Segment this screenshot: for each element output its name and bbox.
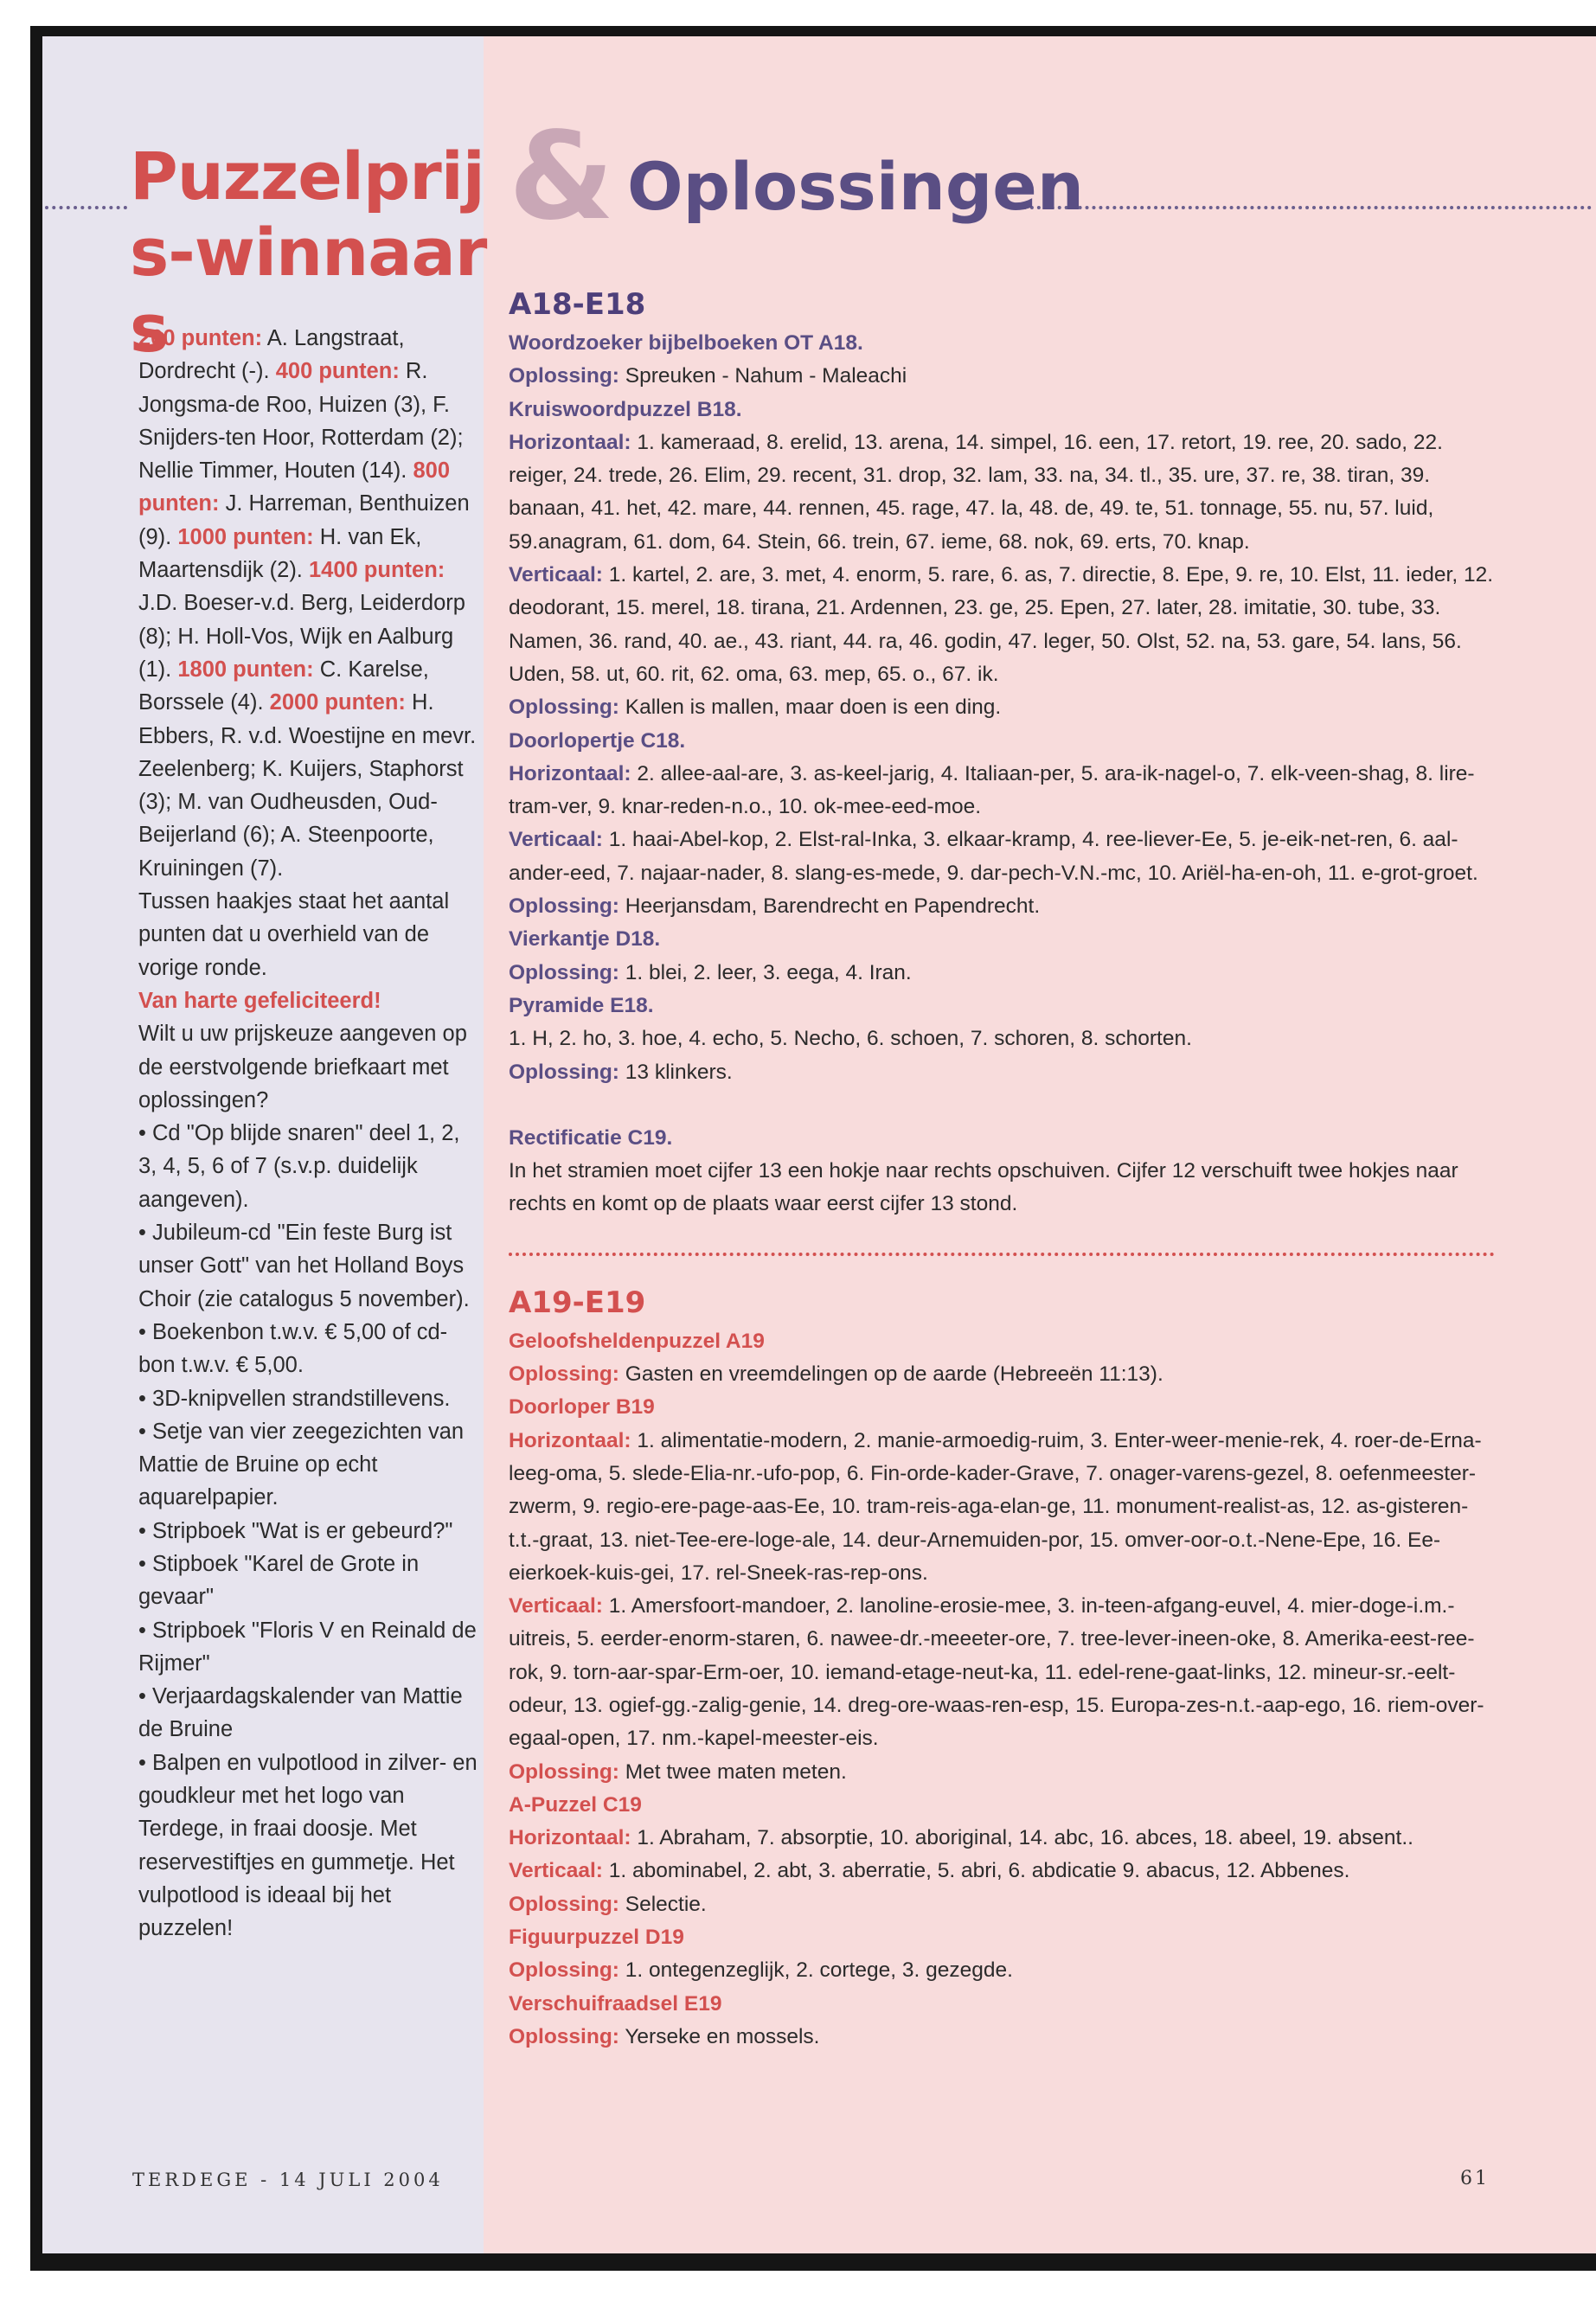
solution-label: Oplossing:: [509, 364, 619, 388]
doorlopertje-title: Doorlopertje C18.: [509, 728, 686, 753]
kruiswoord-vertical: [509, 559, 1495, 691]
spacer: [509, 1089, 1495, 1122]
solution-label: Oplossing:: [509, 1759, 619, 1784]
points-400-label: 400 punten:: [275, 359, 400, 384]
prize-choice-request: Wilt u uw prijskeuze aangeven op de eerstvolgende briefkaart met oplossingen?: [138, 1022, 467, 1112]
prize-item: • Boekenbon t.w.v. € 5,00 of cd-bon t.w.v. € 5,00.: [138, 1319, 448, 1378]
congratulations: Van harte gefeliciteerd!: [138, 988, 381, 1013]
points-1800-text: C. Karelse, Borssele (4).: [138, 657, 429, 715]
vertical-text: 1. haai-Abel-kop, 2. Elst-ral-Inka, 3. elkaar-kramp, 4. ree-liever-Ee, 5. je-eik-net-ren, 6. aal-ander-eed, 7. najaar-nader, 8. slang-es-mede, 9. dar-pech-V.N.-mc, 10. Ariël-ha-en-oh, 11. e-grot-groet.: [509, 828, 1478, 885]
points-200-label: 200 punten:: [138, 326, 263, 350]
points-2000-label: 2000 punten:: [269, 690, 406, 715]
solution-label: Oplossing:: [509, 1060, 619, 1084]
doorloper-horizontal: [509, 1425, 1495, 1590]
solution-text: Spreuken - Nahum - Maleachi: [625, 364, 907, 388]
vertical-text: 1. kartel, 2. are, 3. met, 4. enorm, 5. rare, 6. as, 7. directie, 8. Epe, 9. re, 10. Elst, 11. ieder, 12. deodorant, 15. merel, 18. tirana, 21. Ardennen, 23. ge, 25. Epen, 27. later, 28. imitatie, 30. tube, 33. Namen, 36. rand, 40. ae., 43. riant, 44. ra, 46. godin, 47. leger, 50. Olst, 52. na, 53. gare, 54. lans, 56. Uden, 58. ut, 60. rit, 62. oma, 63. mep, 65. o., 67. ik.: [509, 563, 1494, 686]
points-1000-text: H. van Ek, Maartensdijk (2).: [138, 524, 422, 583]
doorloper-title: Doorloper B19: [509, 1395, 655, 1420]
points-2000-text: H. Ebbers, R. v.d. Woestijne en mevr. Zeelenberg; K. Kuijers, Staphorst (3); M. van Oudheusden, Oud-Beijerland (6); A. Steenpoorte, Kruiningen (7).: [138, 690, 477, 881]
prize-item: • Cd "Op blijde snaren" deel 1, 2, 3, 4, 5, 6 of 7 (s.v.p. duidelijk aangeven).: [138, 1121, 460, 1212]
figuurpuzzel-title: Figuurpuzzel D19: [509, 1926, 684, 1950]
verschuifraadsel-solution: [509, 2021, 1495, 2054]
points-1400-label: 1400 punten:: [309, 558, 445, 583]
horizontal-text: 2. allee-aal-are, 3. as-keel-jarig, 4. Italiaan-per, 5. ara-ik-nagel-o, 7. elk-veen-shag, 8. lire-tram-ver, 9. knar-reden-n.o., 10. ok-mee-eed-moe.: [509, 761, 1475, 819]
woordzoeker-solution: [509, 360, 1495, 393]
prize-item: • Jubileum-cd "Ein feste Burg ist unser Gott" van het Holland Boys Choir (zie catalogus 5 november).: [138, 1221, 470, 1311]
solution-text: 13 klinkers.: [625, 1060, 733, 1084]
points-1400-text: J.D. Boeser-v.d. Berg, Leiderdorp (8); H. Holl-Vos, Wijk en Aalburg (1).: [138, 591, 465, 682]
winners-list: [138, 322, 478, 885]
horizontal-text: 1. Abraham, 7. absorptie, 10. aboriginal, 14. abc, 16. abces, 18. abeel, 19. absent..: [637, 1826, 1413, 1850]
horizontal-text: 1. kameraad, 8. erelid, 13. arena, 14. simpel, 16. een, 17. retort, 19. ree, 20. sado, 22. reiger, 24. trede, 26. Elim, 29. recent, 31. drop, 32. lam, 33. na, 34. tl., 35. ure, 37. re, 38. tiran, 39. banaan, 41. het, 42. mare, 44. rennen, 45. rage, 47. la, 48. de, 49. te, 51. tonnage, 55. nu, 57. luid, 59.anagram, 61. dom, 64. Stein, 66. trein, 67. ieme, 68. nok, 69. erts, 70. knap.: [509, 430, 1443, 554]
points-1800-label: 1800 punten:: [177, 657, 314, 682]
horizontal-label: Horizontaal:: [509, 1428, 631, 1452]
verschuifraadsel-title: Verschuifraadsel E19: [509, 1991, 722, 2016]
geloofshelden-title: Geloofsheldenpuzzel A19: [509, 1329, 765, 1353]
points-400-text: R. Jongsma-de Roo, Huizen (3), F. Snijders-ten Hoor, Rotterdam (2); Nellie Timmer, Houten (14).: [138, 359, 464, 484]
section-divider: [509, 1253, 1495, 1256]
vertical-text: 1. abominabel, 2. abt, 3. aberratie, 5. abri, 6. abdicatie 9. abacus, 12. Abbenes.: [608, 1859, 1350, 1883]
page-number: 61: [1460, 2168, 1490, 2189]
solution-label: Oplossing:: [509, 1958, 619, 1983]
points-800-label: 800 punten:: [138, 458, 450, 516]
prize-item: • Verjaardagskalender van Mattie de Bruine: [138, 1684, 463, 1742]
solution-label: Oplossing:: [509, 1892, 619, 1916]
horizontal-label: Horizontaal:: [509, 430, 631, 454]
points-800-text: J. Harreman, Benthuizen (9).: [138, 491, 470, 549]
title-dotted-rule-right: [1016, 206, 1592, 209]
frame-left: [30, 26, 42, 2266]
solution-text: Kallen is mallen, maar doen is een ding.: [625, 695, 1002, 720]
prize-item: • Setje van vier zeegezichten van Mattie de Bruine op echt aquarelpapier.: [138, 1419, 465, 1510]
solution-text: Met twee maten meten.: [625, 1759, 847, 1784]
pyramide-solution: [509, 1056, 1495, 1089]
points-note: Tussen haakjes staat het aantal punten dat u overhield van de vorige ronde.: [138, 889, 450, 980]
points-200-text: A. Langstraat, Dordrecht (-).: [138, 326, 405, 384]
solution-label: Oplossing:: [509, 894, 619, 919]
frame-bottom: [30, 2253, 1596, 2271]
pyramide-title: Pyramide E18.: [509, 993, 654, 1017]
woordzoeker-title: Woordzoeker bijbelboeken OT A18.: [509, 331, 863, 355]
title-dotted-rule-left: [45, 206, 127, 209]
prize-item: • Balpen en vulpotlood in zilver- en goudkleur met het logo van Terdege, in fraai doosje. Met reservestiftjes en gummetje. Het vulpotlood is ideaal bij het puzzelen!: [138, 1750, 478, 1941]
doorloper-solution: [509, 1756, 1495, 1789]
doorloper-vertical: [509, 1590, 1495, 1755]
kruiswoord-horizontal: [509, 426, 1495, 559]
rectificatie-text: In het stramien moet cijfer 13 een hokje naar rechts opschuiven. Cijfer 12 verschuift twee hokjes naar rechts en komt op de plaats waar eerst cijfer 13 stond.: [509, 1159, 1458, 1216]
frame-top: [30, 26, 1596, 36]
winners-column: [138, 322, 478, 1945]
apuzzel-clues: [509, 1822, 1495, 1888]
prize-item: • Stripboek "Wat is er gebeurd?": [138, 1518, 453, 1543]
footer-publication-date: TERDEGE - 14 JULI 2004: [132, 2170, 444, 2190]
solution-label: Oplossing:: [509, 1362, 619, 1387]
solution-text: 1. blei, 2. leer, 3. eega, 4. Iran.: [625, 960, 912, 984]
rectificatie-title: Rectificatie C19.: [509, 1125, 673, 1150]
solution-text: Gasten en vreemdelingen op de aarde (Hebreeën 11:13).: [625, 1362, 1163, 1387]
title-left-text: Puzzelprijs-winnaars: [130, 138, 487, 367]
kruiswoord-title: Kruiswoordpuzzel B18.: [509, 397, 742, 421]
doorlopertje-horizontal: [509, 758, 1495, 824]
kruiswoord-solution: [509, 691, 1495, 724]
horizontal-label: Horizontaal:: [509, 1826, 631, 1850]
points-1000-label: 1000 punten:: [177, 524, 314, 549]
solution-text: Yerseke en mossels.: [625, 2024, 820, 2048]
figuurpuzzel-solution: [509, 1954, 1495, 1987]
geloofshelden-solution: [509, 1358, 1495, 1391]
section-heading-a18: A18-E18: [509, 287, 646, 322]
vertical-label: Verticaal:: [509, 563, 603, 587]
solution-label: Oplossing:: [509, 695, 619, 720]
prize-item: • Stripboek "Floris V en Reinald de Rijmer": [138, 1618, 477, 1676]
apuzzel-title: A-Puzzel C19: [509, 1792, 642, 1817]
vertical-label: Verticaal:: [509, 1594, 603, 1618]
solutions-column: [509, 282, 1495, 2054]
doorlopertje-vertical: [509, 824, 1495, 923]
vertical-label: Verticaal:: [509, 1859, 603, 1883]
vertical-label: Verticaal:: [509, 828, 603, 852]
vierkantje-solution: [509, 957, 1495, 990]
prize-item: • 3D-knipvellen strandstillevens.: [138, 1386, 451, 1411]
solution-label: Oplossing:: [509, 2024, 619, 2048]
title-ampersand: &: [509, 106, 615, 247]
solution-label: Oplossing:: [509, 960, 619, 984]
title-oplossingen: Oplossingen: [627, 148, 1084, 225]
apuzzel-solution: [509, 1888, 1495, 1921]
pyramide-words: 1. H, 2. ho, 3. hoe, 4. echo, 5. Necho, 6. schoen, 7. schoren, 8. schorten.: [509, 1027, 1192, 1051]
solution-text: Heerjansdam, Barendrecht en Papendrecht.: [625, 894, 1041, 919]
horizontal-text: 1. alimentatie-modern, 2. manie-armoedig-ruim, 3. Enter-weer-menie-rek, 4. roer-de-Erna-leeg-oma, 5. slede-Elia-nr.-ufo-pop, 6. Fin-orde-kader-Grave, 7. onager-varens-gezel, 8. oefenmeester-zwerm, 9. regio-ere-page-aas-Ee, 10. tram-reis-aga-elan-ge, 11. monument-realist-as, 12. as-gisteren-t.t.-graat, 13. niet-Tee-ere-loge-ale, 14. deur-Arnemuiden-por, 15. omver-oor-o.t.-Nene-Epe, 16. Ee-eierkoek-kuis-gei, 17. rel-Sneek-ras-rep-ons.: [509, 1428, 1482, 1585]
section-heading-a19: A19-E19: [509, 1285, 646, 1320]
vierkantje-title: Vierkantje D18.: [509, 927, 661, 952]
solution-text: 1. ontegenzeglijk, 2. cortege, 3. gezegde.: [625, 1958, 1013, 1983]
prize-item: • Stipboek "Karel de Grote in gevaar": [138, 1551, 420, 1610]
vertical-text: 1. Amersfoort-mandoer, 2. lanoline-erosie-mee, 3. in-teen-afgang-euvel, 4. mier-doge-i.m.-uitreis, 5. eerder-enorm-staren, 6. nawee-dr.-meeeter-ore, 7. tree-lever-ineen-oke, 8. Amerika-eest-ree-rok, 9. torn-aar-spar-Erm-oer, 10. iemand-etage-neut-ka, 11. edel-rene-gaat-links, 12. mineur-sr.-eelt-odeur, 13. ogief-gg.-zalig-genie, 14. dreg-ore-waas-ren-esp, 15. Europa-zes-n.t.-aap-ego, 16. riem-over-egaal-open, 17. nm.-kapel-meester-eis.: [509, 1594, 1484, 1751]
solution-text: Selectie.: [625, 1892, 707, 1916]
horizontal-label: Horizontaal:: [509, 761, 631, 785]
